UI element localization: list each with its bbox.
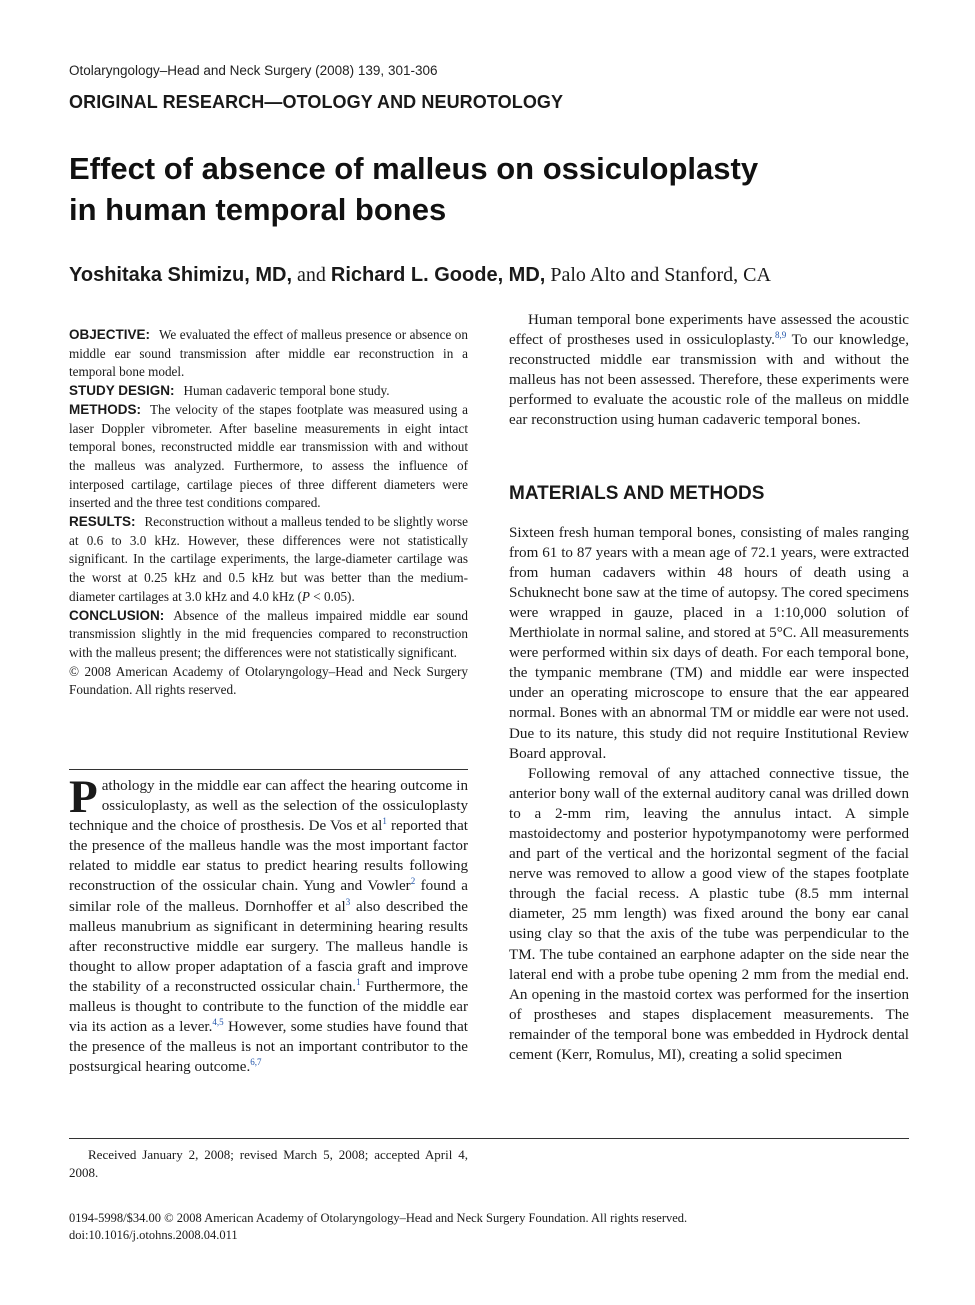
title-line-2: in human temporal bones [69, 192, 447, 227]
drop-cap: P [69, 771, 98, 823]
ref-link[interactable]: 6,7 [250, 1057, 262, 1068]
methods-label: METHODS: [69, 401, 141, 417]
article-title [69, 148, 909, 230]
ref-link[interactable]: 3 [345, 896, 351, 907]
author-2: Richard L. Goode, MD, [330, 264, 546, 286]
objective-label: OBJECTIVE: [69, 327, 151, 342]
author-line [69, 264, 771, 287]
issn-copyright: 0194-5998/$34.00 © 2008 American Academy of Otolaryngology–Head and Neck Surgery Foundation. All rights reserved. [69, 1211, 688, 1225]
author-conjunction: and [292, 264, 331, 286]
abstract-conclusion: CONCLUSION: Absence of the malleus impaired middle ear sound transmission slightly in the mid frequencies compared to reconstruction with the malleus present; the differences were not statistically significant. [69, 607, 468, 660]
right-column [509, 310, 909, 1065]
abstract-copyright: © 2008 American Academy of Otolaryngology–Head and Neck Surgery Foundation. All rights reserved. [69, 663, 468, 698]
methods-paragraph-2: Following removal of any attached connective tissue, the anterior bony wall of the external auditory canal was drilled down to a 2-mm rim, leaving the annulus intact. A simple mastoidectomy and posterior hypotympanotomy were performed and part of the vertical and the horizontal segment of the facial nerve was removed to allow a good view of the stapes footplate through the facial recess. A plastic tube (8.5 mm internal diameter, 25 mm length) was fixed around the bony ear canal using clay so that the axis of the tube was perpendicular to the TM. The tube contained an earphone adapter on the side near the lateral end with a probe tube opening 2 mm from the medial end. An opening in the mastoid cortex was performed for the insertion of prostheses and stapes displacement measurements. The remainder of the temporal bone was embedded in Hydrock dental cement (Kerr, Romulus, MI), creating a solid specimen [509, 765, 909, 1063]
abstract-results: RESULTS: Reconstruction without a malleus tended to be slightly worse at 0.6 to 3.0 kHz. However, these differences were not statistically significant. In the cartilage experiments, the large-diameter cartilage was the worst at 0.25 kHz and 0.5 kHz but was better than the medium-diameter cartilages at 3.0 kHz and 4.0 kHz (P < 0.05). [69, 514, 468, 604]
ref-link[interactable]: 1 [382, 816, 387, 827]
abstract-methods: METHODS: The velocity of the stapes footplate was measured using a laser Doppler vibrometer. After baseline measurements in eight intact temporal bones, reconstructed middle ear transmission with and without the malleus was analyzed. Furthermore, to assess the influence of interposed cartilage, cartilage pieces of three different diameters were inserted and the three test conditions compared. [69, 401, 468, 511]
right-intro-paragraph: Human temporal bone experiments have assessed the acoustic effect of prostheses used in ossiculoplasty.$^{8,9}$ To our knowledge, reconstructed middle ear transmission with and without the malleus has not been assessed. Therefore, these experiments were performed to evaluate the acoustic role of the malleus on middle ear reconstruction using human cadaveric temporal bones. [509, 312, 909, 429]
design-label: STUDY DESIGN: [69, 383, 175, 399]
received-dates: Received January 2, 2008; revised March 5, 2008; accepted April 4, 2008. [69, 1147, 468, 1180]
left-column [69, 326, 468, 700]
introduction-text [69, 771, 469, 1077]
section-heading-methods: MATERIALS AND METHODS [509, 482, 765, 504]
conclusion-label: CONCLUSION: [69, 607, 165, 623]
ref-link[interactable]: 8,9 [774, 330, 787, 341]
abstract-divider [69, 769, 468, 770]
ref-link[interactable]: 2 [410, 876, 416, 887]
title-line-1: Effect of absence of malleus on ossiculoplasty [69, 151, 759, 186]
methods-paragraph-1: Sixteen fresh human temporal bones, consisting of males ranging from 61 to 87 years with a mean age of 72.1 years, were extracted from human cadavers within 48 hours of death using a Schuknecht bone saw at the time of autopsy. The cored specimens were wrapped in gauze, placed in a 1:10,000 solution of Merthiolate in normal saline, and stored at 5°C. All measurements were performed within six days of death. For each temporal bone, the tympanic membrane (TM) and middle ear were inspected under an operating microscope to ensure that the ear appeared normal. Bones with an abnormal TM or middle ear were not used. Due to its nature, this study did not require Institutional Review Board approval. [509, 524, 909, 762]
page-footer [69, 1210, 687, 1244]
author-1: Yoshitaka Shimizu, MD, [69, 264, 292, 286]
intro-paragraph: Pathology in the middle ear can affect the hearing outcome in ossiculoplasty, as well as the selection of the ossiculoplasty technique and the choice of prosthesis. De Vos et $al^1$ reported that the presence of the malleus handle was the most important factor related to middle ear status to predict hearing results following reconstruction of the ossicular chain. Yung and Vowler$^2$ found a similar role of the malleus. Dornhoffer et $al^3$ also described the malleus manubrium as significant in determining hearing results after reconstructive middle ear surgery. The malleus handle is thought to allow proper adaptation of a fascia graft and improve the stability of a reconstructed ossicular chain.$^1$ Furthermore, the malleus is thought to contribute to the function of the middle ear via its action as a lever.$^{4,5}$ However, some studies have found that the presence of the malleus is not an important contributor to the postsurgical hearing outcome.$^{6,7}$ [69, 771, 469, 1076]
results-label: RESULTS: [69, 514, 136, 530]
abstract-design: STUDY DESIGN: Human cadaveric temporal bone study. [69, 383, 390, 399]
abstract-objective: OBJECTIVE: We evaluated the effect of malleus presence or absence on middle ear sound transmission after middle ear reconstruction in a temporal bone model. [69, 327, 468, 380]
ref-link[interactable]: 4,5 [212, 1017, 224, 1028]
journal-citation: Otolaryngology–Head and Neck Surgery (2008) 139, 301-306 [69, 63, 438, 78]
affiliation: Palo Alto and Stanford, CA [545, 264, 771, 286]
footnote-divider [69, 1138, 909, 1139]
abstract [69, 326, 468, 700]
ref-link[interactable]: 1 [356, 976, 361, 987]
section-kicker: ORIGINAL RESEARCH—OTOLOGY AND NEUROTOLOGY [69, 92, 564, 112]
doi-link[interactable]: doi:10.1016/j.otohns.2008.04.011 [69, 1228, 238, 1242]
